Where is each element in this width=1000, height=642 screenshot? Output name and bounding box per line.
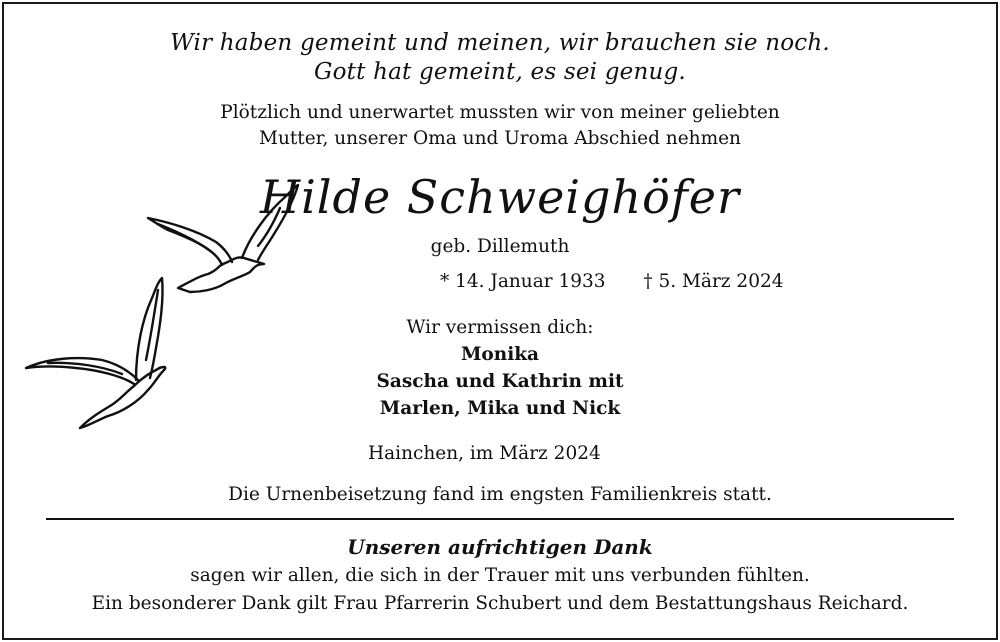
birth-name: geb. Dillemuth (430, 236, 570, 257)
burial-note: Die Urnenbeisetzung fand im engsten Familienkreis statt. (228, 484, 772, 505)
mourners-heading: Wir vermissen dich: (406, 317, 594, 338)
motto-line-1: Wir haben gemeint und meinen, wir brauchen sie noch. (170, 30, 830, 56)
intro-line-1: Plötzlich und unerwartet mussten wir von meiner geliebten (220, 102, 780, 123)
death-date: † 5. März 2024 (643, 271, 784, 292)
thanks-line-1: sagen wir allen, die sich in der Trauer mit uns verbunden fühlten. (190, 565, 810, 586)
deceased-name: Hilde Schweighöfer (259, 170, 741, 224)
intro-line-2: Mutter, unserer Oma und Uroma Abschied nehmen (259, 128, 741, 149)
mourner-name: Marlen, Mika und Nick (379, 398, 621, 419)
motto-line-2: Gott hat gemeint, es sei genug. (314, 59, 686, 85)
divider (46, 518, 954, 520)
birth-date: * 14. Januar 1933 (440, 271, 606, 292)
mourner-name: Sascha und Kathrin mit (376, 371, 624, 392)
life-dates (440, 271, 820, 292)
mourner-name: Monika (460, 344, 540, 365)
thanks-title: Unseren aufrichtigen Dank (347, 535, 653, 559)
thanks-line-2: Ein besonderer Dank gilt Frau Pfarrerin Schubert und dem Bestattungshaus Reichard. (91, 593, 909, 614)
place-date: Hainchen, im März 2024 (368, 443, 601, 464)
